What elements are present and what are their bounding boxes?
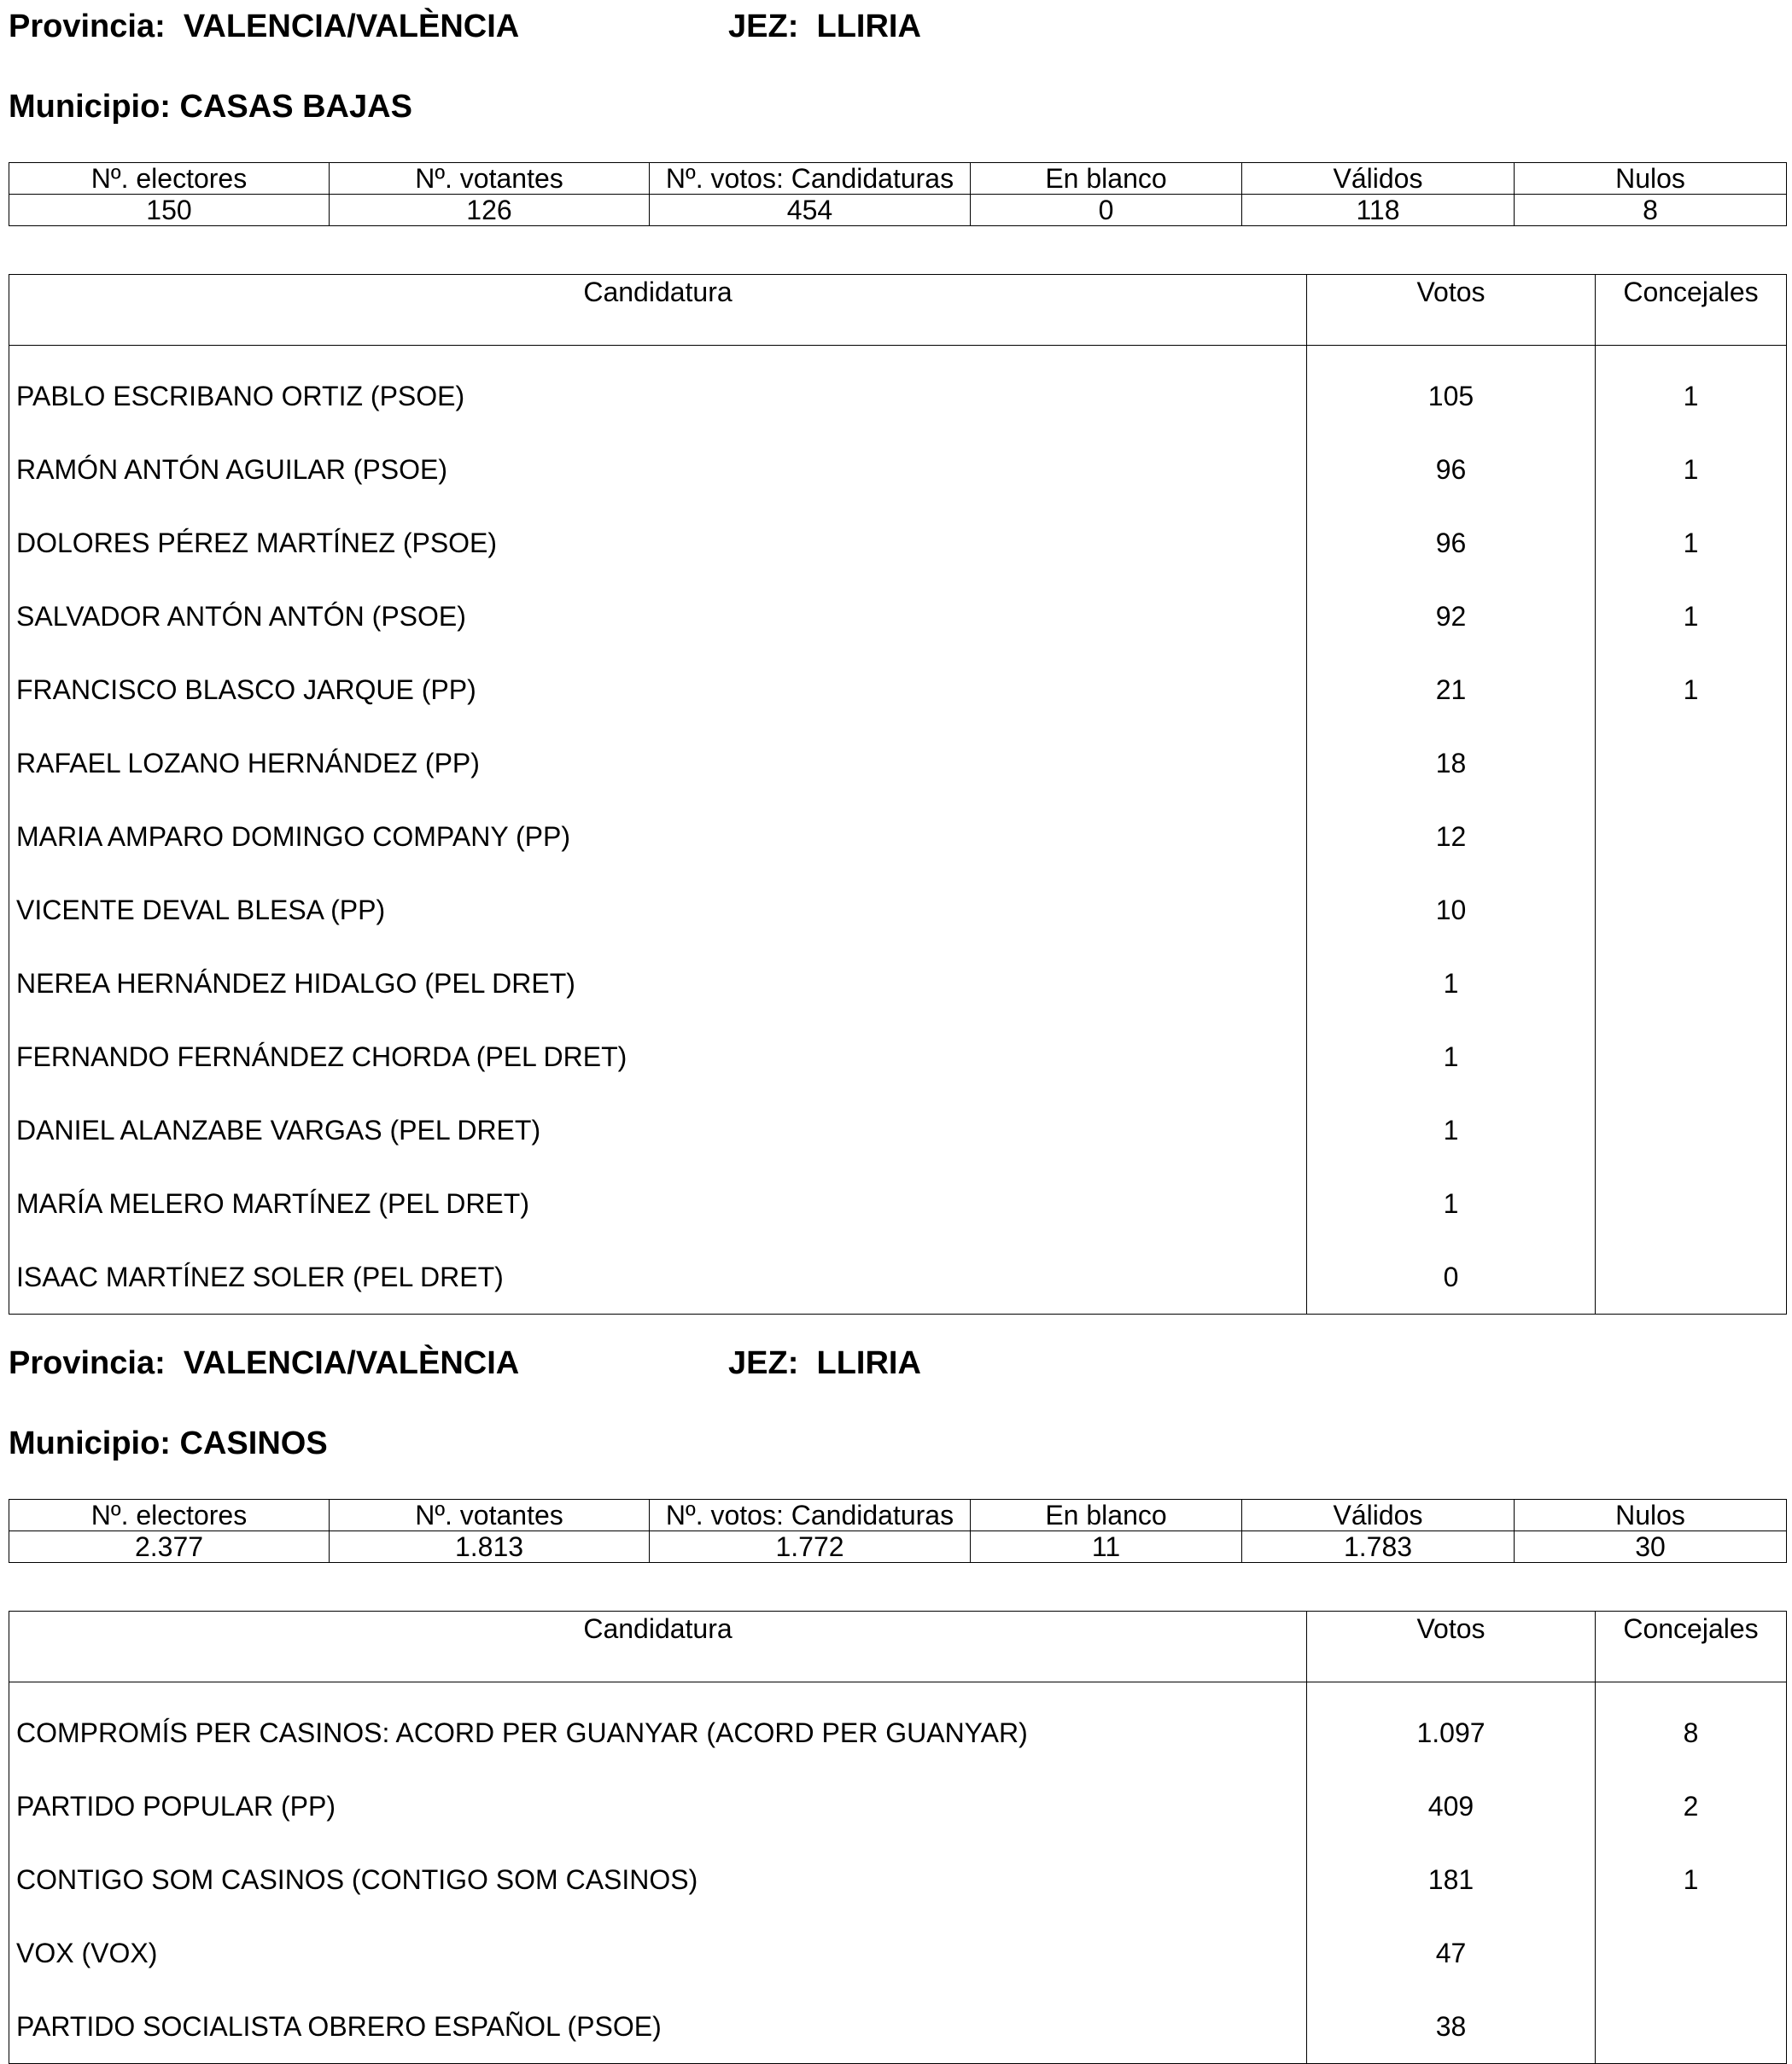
provincia-value: VALENCIA/VALÈNCIA [183,1345,520,1381]
summary-header-cell: Nº. electores [9,1500,330,1531]
col-header-candidatura: Candidatura [9,1612,1307,1682]
summary-value-cell: 11 [971,1531,1242,1563]
candidate-votos: 10 [1307,873,1596,947]
candidate-row [9,433,1787,506]
candidate-name: FERNANDO FERNÁNDEZ CHORDA (PEL DRET) [9,1020,1307,1093]
jez-group [728,7,921,46]
provincia-label: Provincia: [9,1345,166,1381]
candidate-name: VICENTE DEVAL BLESA (PP) [9,873,1307,947]
municipio-line [9,87,412,126]
candidate-name: RAMÓN ANTÓN AGUILAR (PSOE) [9,433,1307,506]
candidate-votos: 18 [1307,726,1596,800]
candidate-name: PABLO ESCRIBANO ORTIZ (PSOE) [9,346,1307,434]
candidate-row [9,726,1787,800]
candidates-header-row [9,275,1787,346]
candidate-votos: 105 [1307,346,1596,434]
candidate-concejales [1596,1167,1787,1240]
provincia-line [9,7,921,46]
candidate-concejales [1596,1240,1787,1315]
candidate-row [9,1020,1787,1093]
col-header-votos: Votos [1307,1612,1596,1682]
summary-header-cell: Nº. votantes [330,163,650,195]
candidate-row [9,800,1787,873]
candidates-header-row [9,1612,1787,1682]
candidate-votos: 96 [1307,506,1596,580]
candidate-name: PARTIDO SOCIALISTA OBRERO ESPAÑOL (PSOE) [9,1990,1307,2064]
candidate-concejales: 1 [1596,580,1787,653]
candidate-name: CONTIGO SOM CASINOS (CONTIGO SOM CASINOS) [9,1843,1307,1916]
candidate-concejales: 1 [1596,653,1787,726]
summary-value-cell: 2.377 [9,1531,330,1563]
summary-header-cell: Válidos [1242,1500,1515,1531]
candidate-concejales [1596,800,1787,873]
provincia-line [9,1344,921,1383]
candidate-row [9,873,1787,947]
candidate-concejales: 2 [1596,1770,1787,1843]
candidate-row [9,1240,1787,1315]
jez-value: LLIRIA [816,9,921,44]
summary-header-row [9,163,1787,195]
candidate-name: MARIA AMPARO DOMINGO COMPANY (PP) [9,800,1307,873]
candidate-row [9,1682,1787,1770]
candidate-votos: 1 [1307,1020,1596,1093]
summary-value-cell: 30 [1515,1531,1787,1563]
candidate-name: PARTIDO POPULAR (PP) [9,1770,1307,1843]
summary-value-cell: 126 [330,195,650,226]
provincia-label: Provincia: [9,9,166,44]
jez-label: JEZ: [728,1345,799,1381]
candidate-concejales: 1 [1596,346,1787,434]
candidate-name: VOX (VOX) [9,1916,1307,1990]
summary-value-row [9,195,1787,226]
candidate-row [9,947,1787,1020]
candidate-concejales: 8 [1596,1682,1787,1770]
summary-header-cell: Nº. votos: Candidaturas [650,1500,971,1531]
provincia-value: VALENCIA/VALÈNCIA [183,9,520,44]
candidate-concejales: 1 [1596,506,1787,580]
candidate-row [9,1916,1787,1990]
municipio-value: CASINOS [179,1426,328,1461]
summary-value-cell: 454 [650,195,971,226]
candidate-concejales: 1 [1596,433,1787,506]
candidate-votos: 47 [1307,1916,1596,1990]
candidate-concejales [1596,947,1787,1020]
candidate-row [9,1770,1787,1843]
candidate-name: FRANCISCO BLASCO JARQUE (PP) [9,653,1307,726]
candidate-row [9,346,1787,434]
candidate-votos: 12 [1307,800,1596,873]
candidate-votos: 1 [1307,947,1596,1020]
candidate-row [9,1843,1787,1916]
candidate-votos: 38 [1307,1990,1596,2064]
candidate-votos: 1.097 [1307,1682,1596,1770]
summary-value-cell: 1.813 [330,1531,650,1563]
summary-header-cell: Nº. votantes [330,1500,650,1531]
candidate-name: RAFAEL LOZANO HERNÁNDEZ (PP) [9,726,1307,800]
candidate-votos: 1 [1307,1093,1596,1167]
candidate-votos: 1 [1307,1167,1596,1240]
jez-group [728,1344,921,1383]
summary-value-cell: 1.772 [650,1531,971,1563]
candidate-row [9,653,1787,726]
summary-value-row [9,1531,1787,1563]
summary-header-cell: En blanco [971,163,1242,195]
municipio-value: CASAS BAJAS [179,89,412,125]
summary-header-row [9,1500,1787,1531]
col-header-concejales: Concejales [1596,275,1787,346]
summary-header-cell: En blanco [971,1500,1242,1531]
candidate-name: SALVADOR ANTÓN ANTÓN (PSOE) [9,580,1307,653]
jez-value: LLIRIA [816,1345,921,1381]
candidate-name: DOLORES PÉREZ MARTÍNEZ (PSOE) [9,506,1307,580]
candidate-concejales [1596,1093,1787,1167]
candidate-row [9,580,1787,653]
candidate-votos: 21 [1307,653,1596,726]
candidate-concejales [1596,726,1787,800]
candidate-concejales [1596,1916,1787,1990]
summary-value-cell: 118 [1242,195,1515,226]
candidate-row [9,1167,1787,1240]
summary-value-cell: 1.783 [1242,1531,1515,1563]
summary-header-cell: Válidos [1242,163,1515,195]
summary-value-cell: 8 [1515,195,1787,226]
candidate-name: NEREA HERNÁNDEZ HIDALGO (PEL DRET) [9,947,1307,1020]
candidate-row [9,1093,1787,1167]
candidate-votos: 96 [1307,433,1596,506]
municipio-label: Municipio: [9,89,171,125]
col-header-concejales: Concejales [1596,1612,1787,1682]
candidate-name: MARÍA MELERO MARTÍNEZ (PEL DRET) [9,1167,1307,1240]
candidate-name: COMPROMÍS PER CASINOS: ACORD PER GUANYAR (ACORD PER GUANYAR) [9,1682,1307,1770]
candidate-votos: 0 [1307,1240,1596,1315]
candidate-concejales [1596,873,1787,947]
col-header-candidatura: Candidatura [9,275,1307,346]
summary-header-cell: Nº. votos: Candidaturas [650,163,971,195]
summary-table [9,1499,1787,1563]
summary-value-cell: 0 [971,195,1242,226]
candidates-table [9,1611,1787,2064]
candidate-name: ISAAC MARTÍNEZ SOLER (PEL DRET) [9,1240,1307,1315]
summary-header-cell: Nulos [1515,163,1787,195]
candidate-name: DANIEL ALANZABE VARGAS (PEL DRET) [9,1093,1307,1167]
candidate-votos: 181 [1307,1843,1596,1916]
summary-value-cell: 150 [9,195,330,226]
candidate-votos: 92 [1307,580,1596,653]
summary-header-cell: Nº. electores [9,163,330,195]
candidate-row [9,506,1787,580]
candidates-table [9,274,1787,1315]
candidate-votos: 409 [1307,1770,1596,1843]
candidate-concejales [1596,1020,1787,1093]
summary-header-cell: Nulos [1515,1500,1787,1531]
col-header-votos: Votos [1307,275,1596,346]
jez-label: JEZ: [728,9,799,44]
summary-table [9,162,1787,226]
candidate-concejales: 1 [1596,1843,1787,1916]
municipio-label: Municipio: [9,1426,171,1461]
municipio-line [9,1424,328,1463]
